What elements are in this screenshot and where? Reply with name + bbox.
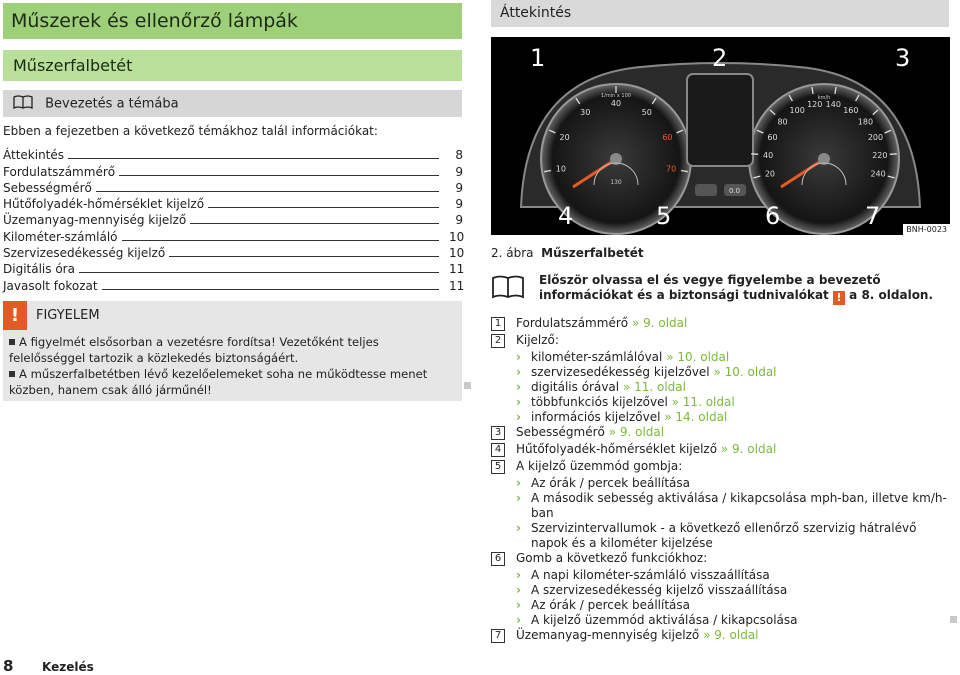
chevron-right-icon: ›: [516, 613, 521, 628]
legend-item: [491, 628, 953, 645]
speed-unit: km/h: [818, 95, 831, 101]
gauge-tick-label: 180: [858, 117, 873, 126]
footer-page-number: 8: [3, 657, 13, 675]
table-of-contents: [3, 146, 463, 293]
page-reference-link[interactable]: » 10. oldal: [666, 350, 729, 364]
toc-leader: [102, 289, 439, 290]
legend-number: 4: [491, 443, 505, 457]
legend-number: 5: [491, 460, 505, 474]
toc-page: 9: [449, 181, 463, 195]
legend-subitem: › többfunkciós kijelzővel » 11. oldal: [491, 395, 953, 410]
figure-caption: 2. ábra Műszerfalbetét: [491, 246, 644, 260]
toc-label: Fordulatszámmérő: [3, 165, 119, 179]
intro-title: Bevezetés a témába: [45, 97, 178, 112]
note-text: Először olvassa el és vegye figyelembe a bevezető információkat és a biztonsági tudnivalókat ! a 8. oldalon.: [539, 273, 951, 305]
callout-4: 4: [558, 202, 573, 230]
legend-item: [491, 459, 953, 476]
legend-subitem: › Szervizintervallumok - a következő ellenőrző szervizig hátralévő napok és a kilométer kijelzése: [491, 521, 953, 551]
legend-subitem: › A napi kilométer-számláló visszaállítása: [491, 568, 953, 583]
toc-entry[interactable]: [3, 195, 463, 211]
figure-code: BNH-0023: [903, 224, 950, 235]
chevron-right-icon: ›: [516, 521, 521, 536]
legend-text: Fordulatszámmérő: [516, 316, 628, 330]
page-reference-link[interactable]: » 9. oldal: [721, 442, 776, 456]
toc-label: Üzemanyag-mennyiség kijelző: [3, 213, 190, 227]
legend-subitem: › A kijelző üzemmód aktiválása / kikapcsolása: [491, 613, 953, 628]
page-reference-link[interactable]: » 11. oldal: [672, 395, 735, 409]
warning-title: FIGYELEM: [36, 308, 100, 323]
toc-leader: [190, 223, 439, 224]
intro-text: Ebben a fejezetben a következő témákhoz talál információkat:: [3, 124, 378, 138]
gauge-tick-label: 80: [777, 117, 787, 126]
callout-1: 1: [530, 44, 545, 72]
chevron-right-icon: ›: [516, 598, 521, 613]
callout-5: 5: [656, 202, 671, 230]
footer-section: Kezelés: [42, 660, 94, 674]
toc-entry[interactable]: [3, 227, 463, 243]
page-reference-link[interactable]: » 9. oldal: [609, 425, 664, 439]
gauge-tick-label: 120: [807, 100, 822, 109]
overview-title: Áttekintés: [491, 0, 949, 27]
warning-box: [3, 301, 462, 401]
toc-leader: [169, 256, 439, 257]
legend-text: Üzemanyag-mennyiség kijelző: [516, 628, 699, 642]
legend-text: Sebességmérő: [516, 425, 605, 439]
chevron-right-icon: ›: [516, 410, 521, 425]
figure-legend: [491, 316, 953, 645]
gauge-tick-label: 20: [765, 169, 775, 178]
toc-leader: [96, 191, 439, 192]
toc-entry[interactable]: [3, 179, 463, 195]
legend-subitem: › információs kijelzővel » 14. oldal: [491, 410, 953, 425]
legend-subitem: › Az órák / percek beállítása: [491, 476, 953, 491]
toc-entry[interactable]: [3, 211, 463, 227]
toc-label: Szervizesedékesség kijelző: [3, 246, 169, 260]
toc-entry[interactable]: [3, 146, 463, 162]
end-marker-icon: [950, 616, 957, 623]
instrument-cluster-figure: [491, 37, 950, 235]
callout-7: 7: [865, 202, 880, 230]
page-reference-link[interactable]: » 9. oldal: [703, 628, 758, 642]
toc-leader: [208, 207, 439, 208]
legend-number: 3: [491, 426, 505, 440]
toc-page: 9: [449, 213, 463, 227]
legend-item: [491, 551, 953, 568]
toc-page: 10: [449, 246, 463, 260]
toc-leader: [119, 175, 439, 176]
gauge-tick-label: 10: [556, 165, 566, 174]
toc-entry[interactable]: [3, 276, 463, 292]
chevron-right-icon: ›: [516, 568, 521, 583]
gauge-tick-label: 100: [790, 106, 805, 115]
toc-label: Javasolt fokozat: [3, 279, 102, 293]
toc-page: 11: [449, 262, 463, 276]
gauge-tick-label: 220: [872, 151, 887, 160]
toc-page: 8: [449, 148, 463, 162]
legend-text: Hűtőfolyadék-hőmérséklet kijelző: [516, 442, 717, 456]
page-reference-link[interactable]: » 9. oldal: [632, 316, 687, 330]
tach-unit: 1/min x 100: [601, 93, 631, 99]
toc-entry[interactable]: [3, 244, 463, 260]
gauge-tick-label: 200: [868, 133, 883, 142]
section-title: Műszerfalbetét: [3, 50, 462, 81]
gauge-tick-label: 140: [826, 100, 841, 109]
toc-page: 9: [449, 197, 463, 211]
gauge-tick-label: 30: [580, 108, 590, 117]
legend-number: 6: [491, 552, 505, 566]
page-reference-link[interactable]: » 10. oldal: [713, 365, 776, 379]
page-reference-link[interactable]: » 11. oldal: [623, 380, 686, 394]
toc-page: 10: [449, 230, 463, 244]
toc-label: Sebességmérő: [3, 181, 96, 195]
temp-label: 130: [610, 179, 622, 186]
legend-subitem: › digitális órával » 11. oldal: [491, 380, 953, 395]
toc-label: Digitális óra: [3, 262, 79, 276]
legend-number: 7: [491, 629, 505, 643]
warning-item: A műszerfalbetétben lévő kezelőelemeket soha ne működtesse menet közben, hanem csak álló járműnél!: [9, 366, 457, 398]
gauge-tick-label: 60: [662, 133, 672, 142]
legend-number: 1: [491, 317, 505, 331]
end-marker-icon: [464, 382, 471, 389]
legend-text: A kijelző üzemmód gombja:: [516, 459, 682, 473]
chevron-right-icon: ›: [516, 350, 521, 365]
gauge-tick-label: 60: [767, 133, 777, 142]
book-icon: [491, 275, 525, 302]
legend-item: [491, 442, 953, 459]
gauge-tick-label: 240: [870, 169, 885, 178]
toc-label: Hűtőfolyadék-hőmérséklet kijelző: [3, 197, 208, 211]
callout-6: 6: [765, 202, 780, 230]
toc-label: Áttekintés: [3, 148, 68, 162]
legend-text: Kijelző:: [516, 333, 559, 347]
toc-leader: [68, 158, 439, 159]
book-icon: [13, 95, 33, 113]
chevron-right-icon: ›: [516, 380, 521, 395]
warning-icon: !: [3, 301, 27, 330]
callout-2: 2: [712, 44, 727, 72]
gauge-tick-label: 70: [666, 165, 676, 174]
gauge-tick-label: 40: [611, 99, 621, 108]
chevron-right-icon: ›: [516, 491, 521, 506]
legend-subitem: › szervizesedékesség kijelzővel » 10. oldal: [491, 365, 953, 380]
chevron-right-icon: ›: [516, 395, 521, 410]
warning-icon: !: [833, 291, 845, 305]
legend-subitem: › Az órák / percek beállítása: [491, 598, 953, 613]
chevron-right-icon: ›: [516, 365, 521, 380]
toc-page: 11: [449, 279, 463, 293]
warning-text: [9, 334, 457, 398]
chevron-right-icon: ›: [516, 583, 521, 598]
legend-subitem: › kilométer-számlálóval » 10. oldal: [491, 350, 953, 365]
legend-text: Gomb a következő funkciókhoz:: [516, 551, 707, 565]
warning-item: A figyelmét elsősorban a vezetésre fordítsa! Vezetőként teljes felelősséggel tartozik a közlekedés biztonságáért.: [9, 334, 457, 366]
chapter-title: Műszerek és ellenőrző lámpák: [3, 3, 462, 39]
legend-subitem: › A szervizesedékesség kijelző visszaállítása: [491, 583, 953, 598]
gauge-tick-label: 160: [843, 106, 858, 115]
gauge-tick-label: 20: [559, 133, 569, 142]
toc-leader: [122, 240, 440, 241]
callout-3: 3: [895, 44, 910, 72]
legend-subitem: › A második sebesség aktiválása / kikapcsolása mph-ban, illetve km/h-ban: [491, 491, 953, 521]
toc-entry[interactable]: [3, 260, 463, 276]
gauge-tick-label: 40: [763, 151, 773, 160]
toc-entry[interactable]: [3, 162, 463, 178]
toc-label: Kilométer-számláló: [3, 230, 122, 244]
legend-item: [491, 333, 953, 350]
page-reference-link[interactable]: » 14. oldal: [664, 410, 727, 424]
intro-header: [3, 90, 462, 117]
gauge-tick-label: 50: [642, 108, 652, 117]
toc-page: 9: [449, 165, 463, 179]
note: [491, 273, 951, 305]
legend-item: [491, 425, 953, 442]
legend-number: 2: [491, 334, 505, 348]
toc-leader: [79, 272, 439, 273]
legend-item: [491, 316, 953, 333]
lcd-value: 0.0: [729, 187, 740, 195]
chevron-right-icon: ›: [516, 476, 521, 491]
